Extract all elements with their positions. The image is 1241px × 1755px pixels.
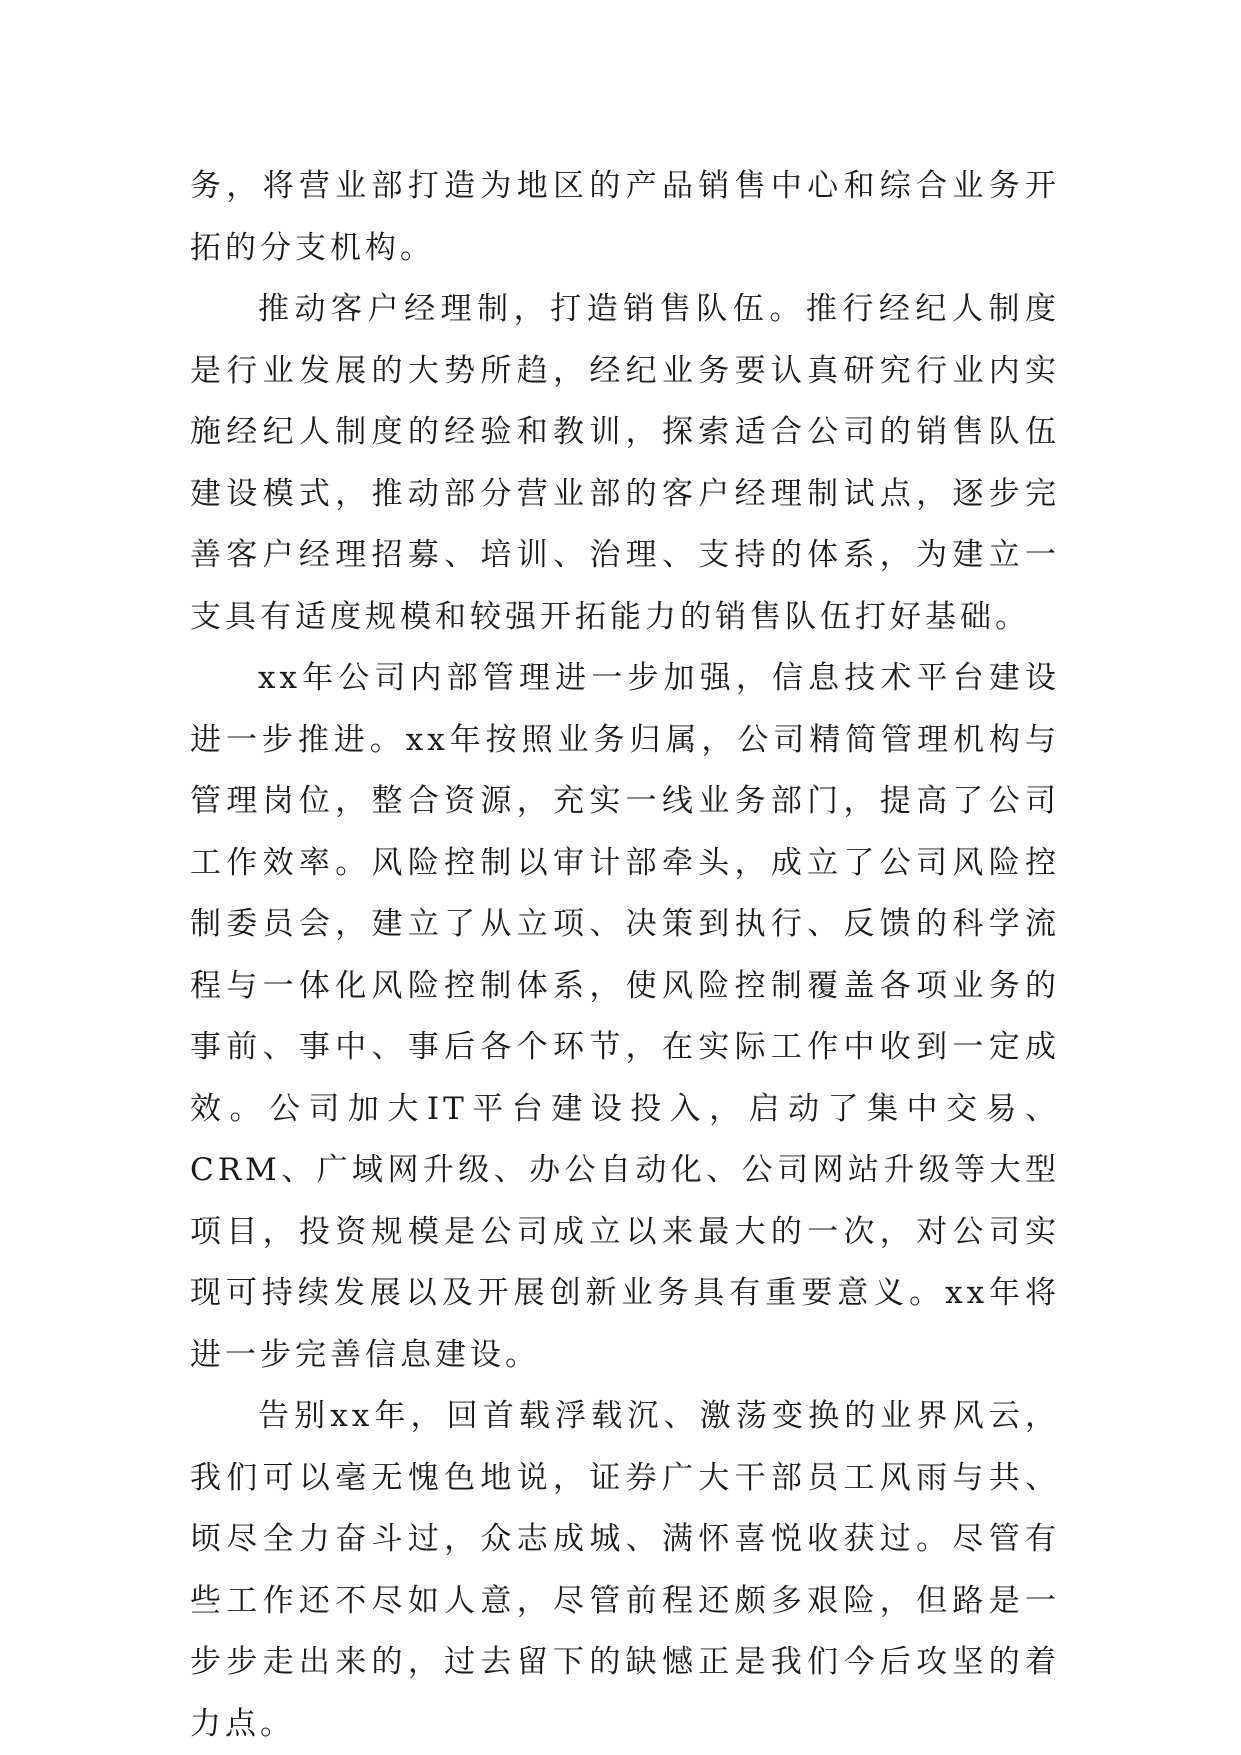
- paragraph-1: 务，将营业部打造为地区的产品销售中心和综合业务开拓的分支机构。: [190, 168, 1060, 266]
- document-body: [190, 156, 1060, 1755]
- paragraph-2: 推动客户经理制，打造销售队伍。推行经纪人制度是行业发展的大势所趋，经纪业务要认真研究行业内实施经纪人制度的经验和教训，探索适合公司的销售队伍建设模式，推动部分营业部的客户经理制试点，逐步完善客户经理招募、培训、治理、支持的体系，为建立一支具有适度规模和较强开拓能力的销售队伍打好基础。: [190, 291, 1060, 635]
- paragraph-4: 告别xx年，回首载浮载沉、激荡变换的业界风云，我们可以毫无愧色地说，证券广大干部员工风雨与共、顷尽全力奋斗过，众志成城、满怀喜悦收获过。尽管有些工作还不尽如人意，尽管前程还颇多艰险，但路是一步步走出来的，过去留下的缺憾正是我们今后攻坚的着力点。: [190, 1398, 1060, 1742]
- paragraph-3: xx年公司内部管理进一步加强，信息技术平台建设进一步推进。xx年按照业务归属，公司精简管理机构与管理岗位，整合资源，充实一线业务部门，提高了公司工作效率。风险控制以审计部牵头，成立了公司风险控制委员会，建立了从立项、决策到执行、反馈的科学流程与一体化风险控制体系，使风险控制覆盖各项业务的事前、事中、事后各个环节，在实际工作中收到一定成效。公司加大IT平台建设投入，启动了集中交易、CRM、广域网升级、办公自动化、公司网站升级等大型项目，投资规模是公司成立以来最大的一次，对公司实现可持续发展以及开展创新业务具有重要意义。xx年将进一步完善信息建设。: [190, 660, 1060, 1373]
